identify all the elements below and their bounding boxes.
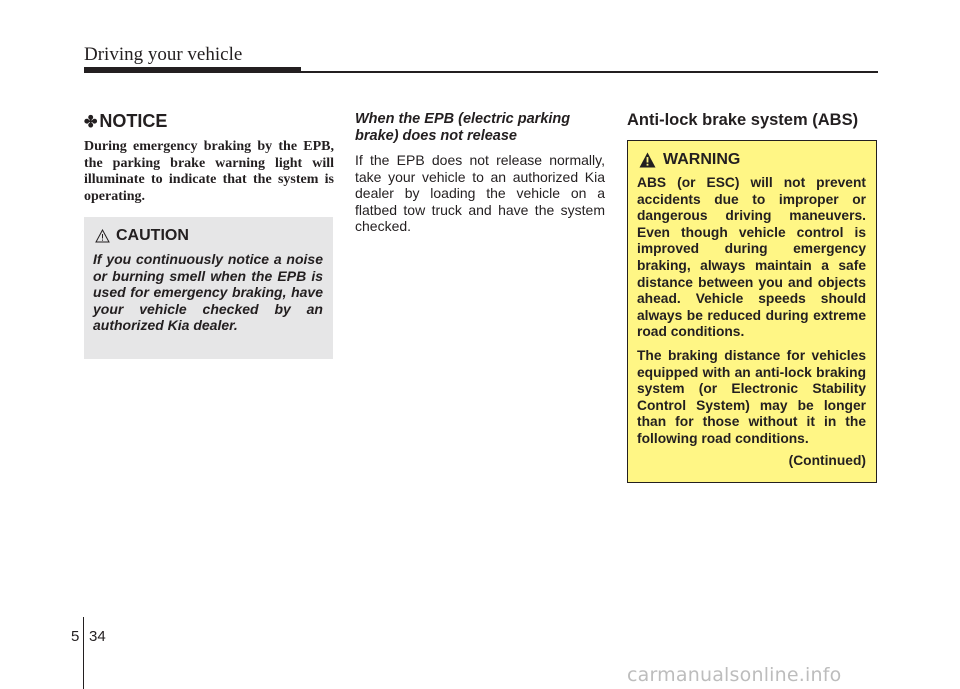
page-number: 34 [89,628,106,645]
caution-text: If you continuously notice a noise or burning smell when the EPB is used for emergency braking, have your vehicle checked by an authorized Kia dealer. [93,251,323,333]
caution-label: CAUTION [116,227,189,244]
warning-paragraph-2: The braking distance for vehicles equipped with an anti-lock braking system (or Electronic Stability Control System) may be longer than for those without it in the following road conditions. [637,347,866,446]
warning-box [627,140,877,483]
notice-heading [84,111,167,132]
abs-section-heading: Anti-lock brake system (ABS) [627,111,859,129]
warning-label: WARNING [663,151,741,168]
continued-label: (Continued) [788,452,866,468]
watermark: carmanualsonline.info [627,664,842,686]
page-header-title: Driving your vehicle [84,44,243,65]
caution-header [93,227,323,245]
warning-triangle-icon [639,152,656,168]
header-rule-thin [301,71,878,73]
notice-body: During emergency braking by the EPB, the parking brake warning light will illuminate to indicate that the system is operating. [84,139,334,204]
warning-header [639,151,866,169]
epb-section-heading: When the EPB (electric parking brake) does not release [355,111,571,144]
epb-section-body: If the EPB does not release normally, take your vehicle to an authorized Kia dealer by loading the vehicle on a flatbed tow truck and have the system checked. [355,152,605,234]
caution-triangle-icon [95,229,110,243]
footer-divider [83,617,84,689]
header-rule-thick [84,67,301,73]
notice-title: NOTICE [99,111,168,131]
warning-paragraph-1: ABS (or ESC) will not prevent accidents due to improper or dangerous driving maneuvers. Even though vehicle control is improved during emergency braking, always maintain a safe distance between you and objects ahead. Vehicle speeds should always be reduced during extreme road conditions. [637,175,866,340]
section-number: 5 [71,628,80,645]
caution-box [84,217,333,359]
cross-star-icon: ✤ [84,114,98,131]
